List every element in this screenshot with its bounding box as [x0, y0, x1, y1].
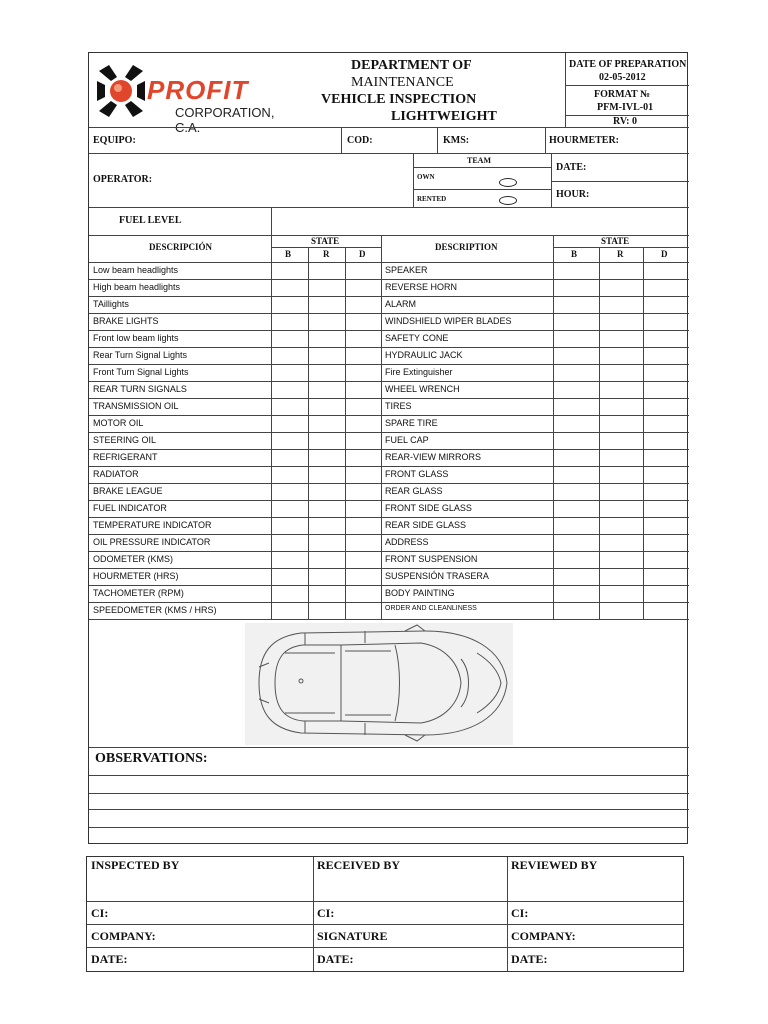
left-item-label: TAillights: [93, 299, 129, 309]
date-of-preparation-value: 02-05-2012: [599, 72, 646, 83]
state-cell-left-r[interactable]: [308, 432, 345, 449]
state-cell-left-b[interactable]: [271, 534, 308, 551]
right-item-label: FRONT SIDE GLASS: [385, 503, 472, 513]
left-item-label: TACHOMETER (RPM): [93, 588, 184, 598]
hour-label: HOUR:: [556, 189, 590, 200]
state-cell-right-b[interactable]: [553, 296, 599, 313]
state-cell-right-d[interactable]: [643, 449, 689, 466]
equipo-label: EQUIPO:: [93, 135, 136, 146]
state-cell-right-r[interactable]: [599, 483, 643, 500]
state-cell-left-b[interactable]: [271, 432, 308, 449]
state-cell-left-r[interactable]: [308, 279, 345, 296]
right-item-label: FRONT GLASS: [385, 469, 449, 479]
right-item-label: BODY PAINTING: [385, 588, 455, 598]
state-cell-left-d[interactable]: [345, 449, 381, 466]
left-item-label: TRANSMISSION OIL: [93, 401, 179, 411]
right-description-header: DESCRIPTION: [435, 242, 498, 252]
state-cell-right-b[interactable]: [553, 483, 599, 500]
reviewer-ci-label: CI:: [511, 906, 529, 920]
state-cell-left-b[interactable]: [271, 568, 308, 585]
left-item-label: TEMPERATURE INDICATOR: [93, 520, 212, 530]
state-cell-left-r[interactable]: [308, 330, 345, 347]
state-cell-left-b[interactable]: [271, 415, 308, 432]
state-cell-left-d[interactable]: [345, 330, 381, 347]
left-item-label: OIL PRESSURE INDICATOR: [93, 537, 211, 547]
left-item-label: STEERING OIL: [93, 435, 157, 445]
state-cell-right-r[interactable]: [599, 279, 643, 296]
state-cell-left-r[interactable]: [308, 585, 345, 602]
operator-label: OPERATOR:: [93, 174, 153, 185]
state-cell-right-d[interactable]: [643, 466, 689, 483]
state-cell-left-d[interactable]: [345, 551, 381, 568]
state-cell-right-d[interactable]: [643, 415, 689, 432]
state-cell-left-r[interactable]: [308, 534, 345, 551]
state-cell-left-b[interactable]: [271, 466, 308, 483]
state-cell-right-b[interactable]: [553, 415, 599, 432]
right-item-label: REAR SIDE GLASS: [385, 520, 467, 530]
state-cell-right-r[interactable]: [599, 517, 643, 534]
left-item-label: HOURMETER (HRS): [93, 571, 179, 581]
state-cell-left-d[interactable]: [345, 381, 381, 398]
signature-block: [86, 856, 684, 972]
inspector-ci-label: CI:: [91, 906, 109, 920]
state-cell-left-d[interactable]: [345, 262, 381, 279]
state-cell-left-b[interactable]: [271, 585, 308, 602]
state-cell-left-r[interactable]: [308, 381, 345, 398]
state-cell-left-d[interactable]: [345, 568, 381, 585]
form-title-line-1: DEPARTMENT OF: [351, 58, 472, 73]
right-item-label: TIRES: [385, 401, 412, 411]
left-item-label: Front Turn Signal Lights: [93, 367, 189, 377]
state-cell-left-b[interactable]: [271, 313, 308, 330]
state-cell-right-d[interactable]: [643, 296, 689, 313]
state-cell-right-b[interactable]: [553, 398, 599, 415]
state-cell-right-r[interactable]: [599, 534, 643, 551]
left-item-label: Front low beam lights: [93, 333, 179, 343]
left-item-label: Rear Turn Signal Lights: [93, 350, 188, 360]
state-cell-left-b[interactable]: [271, 347, 308, 364]
left-description-header: DESCRIPCIÓN: [149, 242, 213, 252]
state-cell-left-b[interactable]: [271, 517, 308, 534]
brand-name: PROFIT: [147, 75, 249, 105]
state-cell-left-d[interactable]: [345, 483, 381, 500]
receiver-ci-label: CI:: [317, 906, 335, 920]
right-item-label: FUEL CAP: [385, 435, 429, 445]
left-item-label: FUEL INDICATOR: [93, 503, 167, 513]
reviewed-by-label: REVIEWED BY: [511, 858, 598, 872]
inspected-by-label: INSPECTED BY: [91, 858, 180, 872]
cod-label: COD:: [347, 135, 373, 146]
state-cell-right-d[interactable]: [643, 347, 689, 364]
form-title-line-2: MAINTENANCE: [351, 75, 454, 90]
team-label: TEAM: [467, 156, 491, 165]
state-cell-right-d[interactable]: [643, 585, 689, 602]
receiver-signature-label: SIGNATURE: [317, 929, 388, 943]
kms-label: KMS:: [443, 135, 470, 146]
state-cell-right-d[interactable]: [643, 500, 689, 517]
left-item-label: SPEEDOMETER (KMS / HRS): [93, 605, 217, 615]
right-item-label: WHEEL WRENCH: [385, 384, 460, 394]
own-label: OWN: [417, 173, 435, 181]
reviewer-company-label: COMPANY:: [511, 929, 576, 943]
state-cell-left-d[interactable]: [345, 466, 381, 483]
state-cell-right-r[interactable]: [599, 466, 643, 483]
state-cell-right-d[interactable]: [643, 517, 689, 534]
fuel-level-label: FUEL LEVEL: [119, 215, 182, 226]
state-cell-left-d[interactable]: [345, 517, 381, 534]
state-cell-left-b[interactable]: [271, 364, 308, 381]
state-cell-right-r[interactable]: [599, 415, 643, 432]
right-item-label: SPARE TIRE: [385, 418, 438, 428]
state-cell-left-d[interactable]: [345, 534, 381, 551]
left-state-header: STATE: [311, 236, 340, 246]
state-cell-left-r[interactable]: [308, 415, 345, 432]
state-cell-left-d[interactable]: [345, 313, 381, 330]
rented-label: RENTED: [417, 195, 447, 203]
state-cell-right-b[interactable]: [553, 500, 599, 517]
right-item-label: Fire Extinguisher: [385, 367, 453, 377]
state-cell-left-r[interactable]: [308, 517, 345, 534]
observations-label: OBSERVATIONS:: [95, 751, 208, 766]
car-top-view-icon: [245, 623, 513, 745]
state-cell-left-r[interactable]: [308, 364, 345, 381]
state-cell-left-b[interactable]: [271, 330, 308, 347]
state-cell-left-b[interactable]: [271, 381, 308, 398]
state-cell-right-d[interactable]: [643, 364, 689, 381]
state-cell-left-b[interactable]: [271, 398, 308, 415]
right-item-label: ALARM: [385, 299, 417, 309]
state-cell-left-b[interactable]: [271, 279, 308, 296]
right-item-label: ORDER AND CLEANLINESS: [385, 605, 477, 612]
right-state-b: B: [571, 249, 578, 259]
state-cell-right-r[interactable]: [599, 296, 643, 313]
state-cell-right-b[interactable]: [553, 534, 599, 551]
state-cell-right-b[interactable]: [553, 602, 599, 619]
brand-subtitle: CORPORATION, C.A.: [175, 105, 275, 135]
state-cell-right-b[interactable]: [553, 381, 599, 398]
state-cell-left-b[interactable]: [271, 551, 308, 568]
format-label: FORMAT №: [594, 89, 651, 100]
state-cell-right-d[interactable]: [643, 279, 689, 296]
state-cell-right-b[interactable]: [553, 330, 599, 347]
left-item-label: BRAKE LIGHTS: [93, 316, 159, 326]
state-cell-right-b[interactable]: [553, 262, 599, 279]
state-cell-left-b[interactable]: [271, 449, 308, 466]
state-cell-left-r[interactable]: [308, 449, 345, 466]
state-cell-right-r[interactable]: [599, 347, 643, 364]
state-cell-left-d[interactable]: [345, 585, 381, 602]
state-cell-left-r[interactable]: [308, 313, 345, 330]
state-cell-left-b[interactable]: [271, 500, 308, 517]
state-cell-right-r[interactable]: [599, 449, 643, 466]
left-state-d: D: [359, 249, 366, 259]
state-cell-right-r[interactable]: [599, 585, 643, 602]
left-state-r: R: [323, 249, 330, 259]
right-item-label: HYDRAULIC JACK: [385, 350, 463, 360]
state-cell-left-r[interactable]: [308, 483, 345, 500]
right-item-label: REVERSE HORN: [385, 282, 458, 292]
state-cell-right-b[interactable]: [553, 313, 599, 330]
revision-value: RV: 0: [613, 116, 638, 127]
receiver-date-label: DATE:: [317, 952, 354, 966]
state-cell-right-b[interactable]: [553, 449, 599, 466]
state-cell-right-d[interactable]: [643, 602, 689, 619]
right-state-header: STATE: [601, 236, 630, 246]
right-item-label: SPEAKER: [385, 265, 428, 275]
state-cell-right-d[interactable]: [643, 551, 689, 568]
state-cell-right-r[interactable]: [599, 568, 643, 585]
right-state-r: R: [617, 249, 624, 259]
state-cell-right-d[interactable]: [643, 313, 689, 330]
right-item-label: REAR-VIEW MIRRORS: [385, 452, 482, 462]
left-item-label: RADIATOR: [93, 469, 139, 479]
state-cell-right-d[interactable]: [643, 381, 689, 398]
state-cell-right-b[interactable]: [553, 517, 599, 534]
right-item-label: SUSPENSIÓN TRASERA: [385, 571, 489, 581]
state-cell-left-d[interactable]: [345, 296, 381, 313]
left-item-label: Low beam headlights: [93, 265, 179, 275]
left-item-label: ODOMETER (KMS): [93, 554, 173, 564]
state-cell-left-r[interactable]: [308, 262, 345, 279]
state-cell-right-r[interactable]: [599, 364, 643, 381]
state-cell-left-d[interactable]: [345, 415, 381, 432]
state-cell-right-r[interactable]: [599, 262, 643, 279]
state-cell-left-d[interactable]: [345, 500, 381, 517]
hourmeter-label: HOURMETER:: [549, 135, 619, 146]
left-item-label: BRAKE LEAGUE: [93, 486, 163, 496]
state-cell-right-d[interactable]: [643, 398, 689, 415]
state-cell-right-d[interactable]: [643, 483, 689, 500]
form-title-line-3: VEHICLE INSPECTION: [321, 92, 477, 107]
state-cell-right-r[interactable]: [599, 381, 643, 398]
state-cell-right-b[interactable]: [553, 364, 599, 381]
state-cell-right-b[interactable]: [553, 585, 599, 602]
date-of-preparation-label: DATE OF PREPARATION: [569, 59, 687, 70]
left-item-label: High beam headlights: [93, 282, 181, 292]
state-cell-right-r[interactable]: [599, 313, 643, 330]
reviewer-date-label: DATE:: [511, 952, 548, 966]
inspector-date-label: DATE:: [91, 952, 128, 966]
state-cell-right-d[interactable]: [643, 262, 689, 279]
state-cell-left-r[interactable]: [308, 466, 345, 483]
state-cell-left-b[interactable]: [271, 262, 308, 279]
state-cell-left-r[interactable]: [308, 602, 345, 619]
state-cell-right-b[interactable]: [553, 466, 599, 483]
inspector-company-label: COMPANY:: [91, 929, 156, 943]
state-cell-left-d[interactable]: [345, 602, 381, 619]
state-cell-right-b[interactable]: [553, 432, 599, 449]
state-cell-right-r[interactable]: [599, 551, 643, 568]
state-cell-right-r[interactable]: [599, 500, 643, 517]
state-cell-right-r[interactable]: [599, 330, 643, 347]
state-cell-left-d[interactable]: [345, 279, 381, 296]
state-cell-right-r[interactable]: [599, 602, 643, 619]
state-cell-right-r[interactable]: [599, 398, 643, 415]
left-item-label: MOTOR OIL: [93, 418, 144, 428]
state-cell-right-d[interactable]: [643, 534, 689, 551]
right-item-label: WINDSHIELD WIPER BLADES: [385, 316, 512, 326]
state-cell-left-d[interactable]: [345, 347, 381, 364]
vehicle-diagram: [245, 623, 513, 745]
format-value: PFM-IVL-01: [597, 102, 654, 113]
right-state-d: D: [661, 249, 668, 259]
right-item-label: SAFETY CONE: [385, 333, 449, 343]
left-item-label: REAR TURN SIGNALS: [93, 384, 187, 394]
state-cell-right-r[interactable]: [599, 432, 643, 449]
right-item-label: ADDRESS: [385, 537, 429, 547]
state-cell-left-r[interactable]: [308, 568, 345, 585]
state-cell-right-b[interactable]: [553, 279, 599, 296]
state-cell-left-r[interactable]: [308, 296, 345, 313]
state-cell-left-d[interactable]: [345, 364, 381, 381]
state-cell-left-d[interactable]: [345, 432, 381, 449]
form-title-line-4: LIGHTWEIGHT: [391, 109, 497, 124]
state-cell-left-b[interactable]: [271, 483, 308, 500]
state-cell-right-b[interactable]: [553, 568, 599, 585]
inspection-form: [88, 52, 688, 844]
state-cell-left-r[interactable]: [308, 398, 345, 415]
received-by-label: RECEIVED BY: [317, 858, 401, 872]
left-state-b: B: [285, 249, 292, 259]
state-cell-left-r[interactable]: [308, 347, 345, 364]
left-item-label: REFRIGERANT: [93, 452, 158, 462]
state-cell-left-r[interactable]: [308, 551, 345, 568]
state-cell-right-b[interactable]: [553, 551, 599, 568]
date-label: DATE:: [556, 162, 587, 173]
state-cell-right-d[interactable]: [643, 432, 689, 449]
state-cell-left-r[interactable]: [308, 500, 345, 517]
state-cell-right-d[interactable]: [643, 568, 689, 585]
state-cell-right-b[interactable]: [553, 347, 599, 364]
right-item-label: FRONT SUSPENSION: [385, 554, 478, 564]
right-item-label: REAR GLASS: [385, 486, 443, 496]
state-cell-left-b[interactable]: [271, 602, 308, 619]
state-cell-right-d[interactable]: [643, 330, 689, 347]
state-cell-left-b[interactable]: [271, 296, 308, 313]
state-cell-left-d[interactable]: [345, 398, 381, 415]
